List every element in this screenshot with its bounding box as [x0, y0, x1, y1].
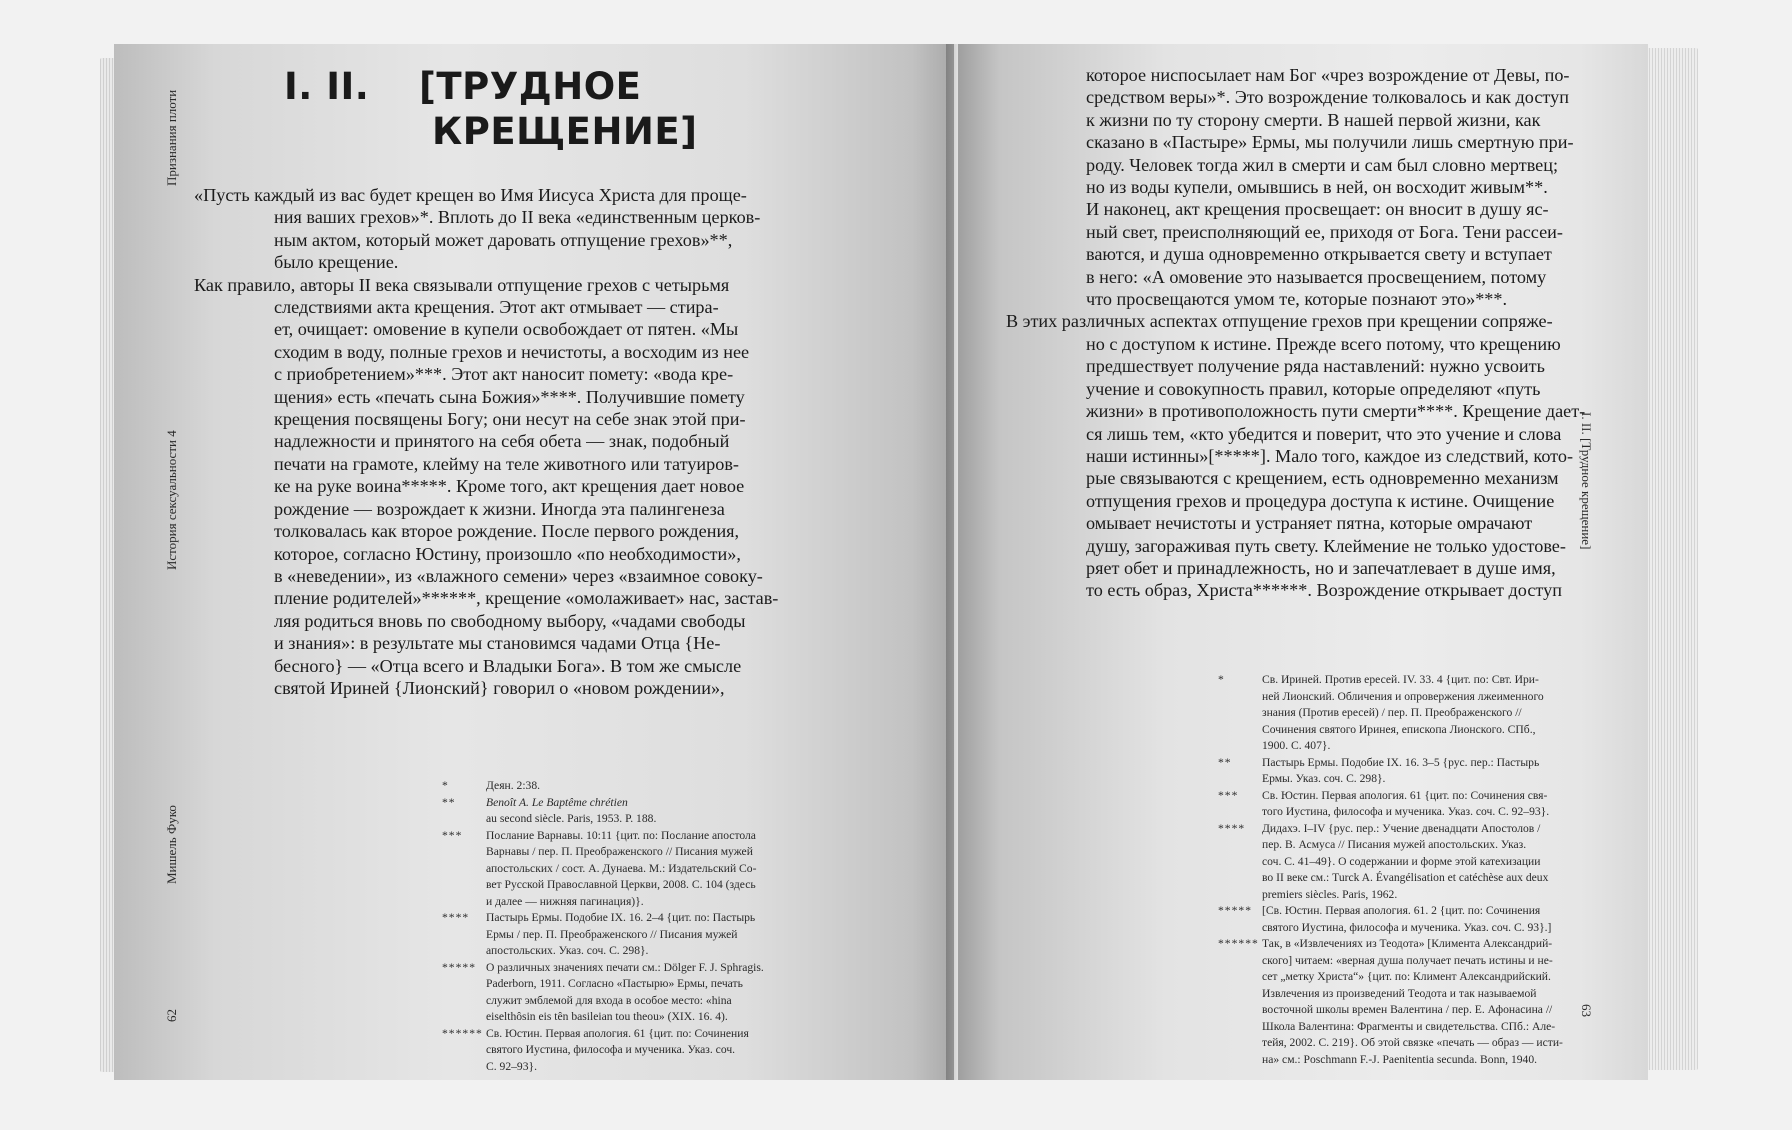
running-head-chapter: I. II. [Трудное крещение] — [1579, 412, 1594, 550]
footnote-line: вет Русской Православной Церкви, 2008. С. 104 (здесь — [486, 878, 756, 891]
chapter-title-line-1: [ТРУДНОЕ — [419, 65, 642, 108]
footnote-line: О различных значениях печати см.: Dölger F. J. Sphragis. — [486, 960, 764, 974]
footnote-mark: * — [1218, 673, 1225, 686]
body-line: В этих различных аспектах отпущение грехов при крещении сопряже- — [1006, 311, 1553, 332]
footnote-mark: *** — [1218, 788, 1239, 802]
body-line: и знания»: в результате мы становимся чадами Отца {Не- — [274, 633, 721, 654]
body-line: с приобретением»***. Этот акт наносит помету: «вода кре- — [274, 364, 734, 385]
footnote-line: Benoît A. Le Baptême chrétien — [486, 795, 628, 809]
footnote-line: ней Лионский. Обличения и опровержения лжеименного — [1262, 689, 1544, 703]
footnote-line: Деян. 2:38. — [486, 779, 541, 792]
footnote-line: С. 92–93}. — [486, 1059, 537, 1073]
footnote — [442, 910, 764, 960]
body-line: которое, согласно Юстину, произошло «по необходимости», — [274, 543, 741, 564]
footnote — [1218, 936, 1563, 1068]
footnote-line: Варнавы / пер. П. Преображенского // Писания мужей — [486, 845, 753, 858]
body-line: жизни» в противоположность пути смерти****. Крещение дает- — [1086, 401, 1586, 422]
body-line: которое ниспосылает нам Бог «чрез возрождение от Девы, по- — [1086, 65, 1570, 85]
running-head-book-title: Признания плоти — [164, 89, 179, 186]
body-line: но из воды купели, омывшись в ней, он восходит живым**. — [1086, 177, 1548, 198]
footnote — [1218, 821, 1563, 904]
footnote-mark: **** — [1218, 821, 1246, 835]
footnote — [1218, 788, 1563, 821]
footnote-line: Так, в «Извлечениях из Теодота» [Климента Александрий- — [1262, 937, 1553, 950]
left-body-text — [194, 184, 778, 699]
footnote-line: premiers siècles. Paris, 1962. — [1262, 887, 1398, 901]
body-line: ет, очищает: омовение в купели освобождает от пятен. «Мы — [274, 319, 739, 340]
open-book — [100, 44, 1698, 1080]
body-line: святой Ириней {Лионский} говорил о «новом рождении», — [274, 677, 725, 698]
page-edges-right — [1646, 48, 1698, 1070]
chapter-title — [284, 64, 754, 154]
body-line: ке на руке воина*****. Кроме того, акт крещения дает новое — [274, 476, 745, 497]
body-line: к жизни по ту сторону смерти. В нашей первой жизни, как — [1086, 109, 1541, 130]
footnote-line: Св. Ириней. Против ересей. IV. 33. 4 {цит. по: Свт. Ири- — [1262, 673, 1539, 686]
body-line: но с доступом к истине. Прежде всего потому, что крещению — [1086, 333, 1561, 354]
body-line: ный свет, преисполняющий ее, приходя от Бога. Тени рассеи- — [1086, 221, 1563, 242]
body-line: в «неведении», из «влажного семени» через «взаимное совоку- — [274, 565, 763, 586]
footnote — [1218, 672, 1563, 755]
footnote-line: и далее — нижняя пагинация)}. — [486, 894, 644, 908]
footnote-line: восточной школы времен Валентина / пер. Е. Афонасина // — [1262, 1003, 1553, 1016]
body-line: И наконец, акт крещения просвещает: он вносит в душу яс- — [1086, 199, 1549, 220]
footnote-line: Сочинения святого Иринея, епископа Лионского. СПб., — [1262, 722, 1536, 736]
footnote — [442, 1026, 764, 1076]
footnote-line: тейя, 2002. С. 219}. Об этой связке «печать — образ — исти- — [1262, 1036, 1563, 1049]
footnote-line: Извлечения из произведений Теодота и так называемой — [1262, 986, 1537, 1000]
body-line: душу, загораживая путь свету. Клеймение не только удостове- — [1086, 535, 1566, 556]
footnote — [442, 778, 764, 795]
footnote-line: знания (Против ересей) / пер. П. Преображенского // — [1262, 706, 1522, 719]
footnote-line: Дидахэ. I–IV {рус. пер.: Учение двенадцати Апостолов / — [1262, 821, 1541, 835]
body-line: в него: «А омовение это называется просвещением, потому — [1086, 266, 1547, 287]
footnote-line: Св. Юстин. Первая апология. 61 {цит. по: Сочинения — [486, 1026, 749, 1040]
footnote-line: [Св. Юстин. Первая апология. 61. 2 {цит. по: Сочинения — [1262, 904, 1541, 917]
footnote-line: Paderborn, 1911. Согласно «Пастырю» Ермы, печать — [486, 977, 743, 990]
body-line: омывает нечистоты и устраняет пятна, которые омрачают — [1086, 513, 1533, 534]
right-body-text — [1006, 64, 1585, 602]
chapter-title-line-2: КРЕЩЕНИЕ] — [432, 110, 698, 153]
body-line: ряет обет и принадлежность, но и запечатлевает в душе имя, — [1086, 557, 1556, 578]
body-line: рые связываются с крещением, есть одновременно механизм — [1086, 468, 1559, 489]
body-line: предшествует получение ряда наставлений: нужно усвоить — [1086, 356, 1545, 377]
body-line: печати на грамоте, клейму на теле животного или татуиров- — [274, 453, 739, 474]
footnote-line: ского] читаем: «верная душа получает печать истины и не- — [1262, 953, 1553, 967]
footnote-line: Школа Валентина: Фрагменты и свидетельства. СПб.: Але- — [1262, 1019, 1556, 1033]
footnote-line: Ермы. Указ. соч. С. 298}. — [1262, 772, 1386, 785]
footnote — [442, 960, 764, 1026]
footnote-line: au second siècle. Paris, 1953. P. 188. — [486, 812, 657, 825]
body-line: что просвещаются умом те, которые познают это»***. — [1086, 289, 1508, 310]
page-number-left: 62 — [164, 1009, 179, 1022]
footnote-line: соч. С. 41–49}. О содержании и форме этой катехизации — [1262, 854, 1541, 868]
footnote-line: на» см.: Poschmann F.-J. Paenitentia secunda. Bonn, 1940. — [1262, 1052, 1538, 1066]
footnote-line: пер. В. Асмуса // Писания мужей апостольских. Указ. — [1262, 838, 1527, 851]
footnote-mark: ** — [1218, 755, 1232, 769]
left-footnotes — [442, 778, 764, 1075]
footnote-mark: ****** — [1218, 937, 1259, 950]
chapter-number: I. II. — [284, 65, 370, 108]
footnote — [442, 795, 764, 828]
body-line: надлежности и принятого на себя обета — знак, подобный — [274, 431, 730, 452]
footnote-mark: **** — [442, 911, 470, 924]
left-page — [114, 44, 954, 1080]
footnote-line: служит эмблемой для входа в особое место: «hina — [486, 993, 732, 1007]
footnote-mark: ** — [442, 795, 456, 809]
footnote-line: Св. Юстин. Первая апология. 61 {цит. по: Сочинения свя- — [1262, 788, 1548, 802]
footnote-line: святого Иустина, философа и мученика. Указ. соч. С. 93}.] — [1262, 920, 1552, 934]
body-line: следствиями акта крещения. Этот акт отмывает — стира- — [274, 297, 719, 318]
footnote-line: Ермы / пер. П. Преображенского // Писания мужей — [486, 927, 738, 941]
footnote-mark: *** — [442, 828, 463, 842]
body-line: наши истинны»[*****]. Мало того, каждое из следствий, кото- — [1086, 445, 1574, 466]
page-number-right: 63 — [1579, 1004, 1594, 1017]
running-head-author: Мишель Фуко — [164, 805, 179, 884]
body-line: ляя родиться вновь по свободному выбору, «чадами свободы — [274, 610, 746, 631]
body-line: Как правило, авторы II века связывали отпущение грехов с четырьмя — [194, 274, 730, 295]
body-line: толковалась как второе рождение. После первого рождения, — [274, 521, 740, 542]
footnote-line: Послание Варнавы. 10:11 {цит. по: Послание апостола — [486, 828, 756, 842]
body-line: роду. Человек тогда жил в смерти и сам был словно мертвец; — [1086, 154, 1559, 175]
body-line: бесного} — «Отца всего и Владыки Бога». В том же смысле — [274, 655, 742, 676]
footnote-line: Пастырь Ермы. Подобие IX. 16. 2–4 {цит. по: Пастырь — [486, 911, 756, 924]
footnote-mark: ***** — [1218, 904, 1252, 917]
body-line: ваются, и душа одновременно открывается свету и вступает — [1086, 244, 1552, 265]
body-line: щения» есть «печать сына Божия»****. Получившие помету — [274, 386, 745, 407]
footnote-line: того Иустина, философа и мученика. Указ. соч. С. 92–93}. — [1262, 805, 1550, 818]
footnote-line: 1900. С. 407}. — [1262, 739, 1331, 752]
footnote — [442, 828, 764, 911]
body-line: то есть образ, Христа******. Возрождение открывает доступ — [1086, 580, 1562, 601]
body-line: сходим в воду, полные грехов и нечистоты, а восходим из нее — [274, 341, 750, 362]
footnote — [1218, 903, 1563, 936]
footnote — [1218, 755, 1563, 788]
footnote-line: апостольских / сост. А. Дунаева. М.: Издательский Со- — [486, 861, 757, 875]
footnote-mark: ***** — [442, 960, 476, 974]
body-line: было крещение. — [274, 252, 399, 273]
footnote-line: апостольских. Указ. соч. С. 298}. — [486, 944, 649, 957]
right-page — [958, 44, 1648, 1080]
body-line: отпущения грехов и процедура доступа к истине. Очищение — [1086, 490, 1555, 511]
body-line: ся лишь тем, «кто убедится и поверит, что это учение и слова — [1086, 423, 1562, 444]
footnote-mark: ****** — [442, 1026, 483, 1040]
body-line: средством веры»*. Это возрождение толковалось и как доступ — [1086, 87, 1569, 108]
body-line: пление родителей»******, крещение «омолаживает» нас, застав- — [274, 588, 779, 609]
body-line: рождение — возрождает к жизни. Иногда эта палингенеза — [274, 498, 725, 519]
footnote-line: Пастырь Ермы. Подобие IX. 16. 3–5 {рус. пер.: Пастырь — [1262, 755, 1540, 769]
footnote-mark: * — [442, 779, 449, 792]
body-line: учение и совокупность правил, которые определяют «путь — [1086, 378, 1541, 399]
footnote-line: сет „метку Христа“» {цит. по: Климент Александрийский. — [1262, 970, 1551, 983]
footnote-line: святого Иустина, философа и мученика. Указ. соч. — [486, 1043, 736, 1056]
body-line: крещения посвящены Богу; они несут на себе знак этой при- — [274, 409, 746, 430]
footnote-line: eiselthôsin eis tên basileian tou theou» (XIX. 16. 4). — [486, 1010, 728, 1023]
right-footnotes — [1218, 672, 1563, 1068]
running-head-series: История сексуальности 4 — [164, 430, 179, 570]
body-line: сказано в «Пастыре» Ермы, мы получили лишь смертную при- — [1086, 132, 1574, 153]
body-line: ным актом, который может даровать отпущение грехов»**, — [274, 229, 733, 250]
body-line: ния ваших грехов»*. Вплоть до II века «единственным церков- — [274, 207, 761, 228]
footnote-line: во II веке см.: Turck A. Évangélisation et catéchèse aux deux — [1262, 871, 1549, 884]
body-line: «Пусть каждый из вас будет крещен во Имя Иисуса Христа для проще- — [194, 185, 747, 205]
